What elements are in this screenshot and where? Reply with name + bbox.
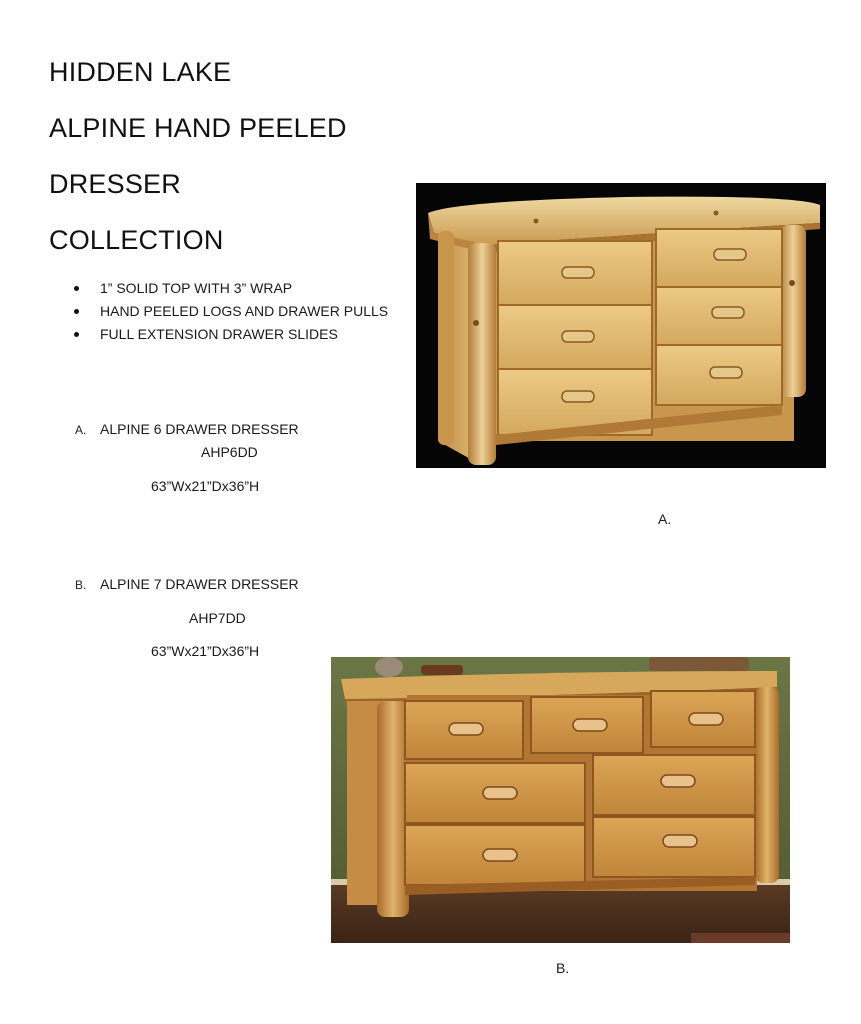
- item-a-name: ALPINE 6 DRAWER DRESSER: [100, 421, 299, 437]
- bullet-icon: [74, 332, 79, 337]
- item-a-dims: 63”Wx21”Dx36”H: [151, 478, 260, 494]
- title-line-4: COLLECTION: [49, 225, 224, 255]
- caption-a: A.: [658, 511, 672, 527]
- feature-list: [74, 277, 388, 346]
- title-line-1: HIDDEN LAKE: [49, 57, 232, 87]
- item-b-code: AHP7DD: [189, 610, 246, 626]
- item-b-dims: 63”Wx21”Dx36”H: [151, 643, 260, 659]
- caption-b: B.: [556, 960, 570, 976]
- item-b-name: ALPINE 7 DRAWER DRESSER: [100, 576, 299, 592]
- feature-item: [74, 300, 388, 323]
- feature-item: [74, 323, 388, 346]
- title-line-3: DRESSER: [49, 169, 181, 199]
- title-line-2: ALPINE HAND PEELED: [49, 113, 347, 143]
- item-a-code: AHP6DD: [201, 444, 258, 460]
- dresser-photo-b: [331, 657, 790, 943]
- feature-item: [74, 277, 388, 300]
- item-b-letter: B.: [75, 578, 87, 592]
- dresser-photo-a: [416, 183, 826, 468]
- bullet-icon: [74, 286, 79, 291]
- feature-text: HAND PEELED LOGS AND DRAWER PULLS: [100, 303, 389, 319]
- item-a-letter: A.: [75, 423, 87, 437]
- feature-text: FULL EXTENSION DRAWER SLIDES: [100, 326, 338, 342]
- bullet-icon: [74, 309, 79, 314]
- feature-text: 1” SOLID TOP WITH 3” WRAP: [100, 280, 293, 296]
